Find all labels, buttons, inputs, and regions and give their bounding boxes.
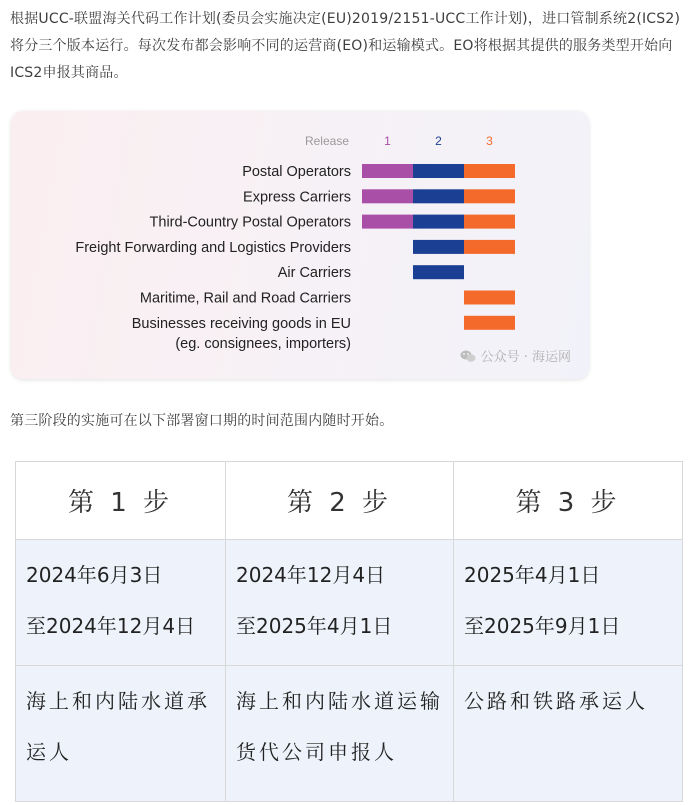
release-number-label: 3 xyxy=(486,134,493,148)
release-bar-segment xyxy=(362,215,413,229)
release-header-label: Release xyxy=(304,134,349,148)
operator-text: 公路和铁路承运人 xyxy=(464,689,648,713)
date-to: 至2025年4月1日 xyxy=(236,614,393,638)
date-to: 至2024年12月4日 xyxy=(26,614,196,638)
date-row xyxy=(16,540,683,666)
table-header-row xyxy=(16,462,683,540)
category-label: Third-Country Postal Operators xyxy=(149,214,351,231)
operator-text: 海上和内陆水道承运人 xyxy=(26,689,210,764)
release-bar-segment xyxy=(464,189,515,203)
watermark-text: 公众号 · 海运网 xyxy=(480,350,571,365)
step-header: 第 1 步 xyxy=(16,462,226,540)
release-bar-segment xyxy=(464,215,515,229)
release-chart-svg xyxy=(11,111,589,379)
release-bar-segment xyxy=(413,240,464,254)
category-label: Postal Operators xyxy=(242,164,351,180)
release-bar-segment xyxy=(464,291,515,305)
operator-row xyxy=(16,666,683,802)
phase-note: 第三阶段的实施可在以下部署窗口期的时间范围内随时开始。 xyxy=(10,413,394,429)
category-label: (eg. consignees, importers) xyxy=(175,335,351,352)
release-bar-segment xyxy=(362,164,413,178)
step-header: 第 3 步 xyxy=(454,462,683,540)
release-bar-segment xyxy=(464,316,515,330)
release-number-label: 2 xyxy=(435,134,442,148)
release-bar-segment xyxy=(413,265,464,279)
operator-cell xyxy=(454,666,683,802)
watermark xyxy=(460,346,571,365)
wechat-icon xyxy=(460,349,476,363)
intro-paragraph: 根据UCC-联盟海关代码工作计划(委员会实施决定(EU)2019/2151-UCC工作计划)，进口管制系统2(ICS2)将分三个版本运行。每次发布都会影响不同的运营商(EO)和运输模式。EO将根据其提供的服务类型开始向ICS2申报其商品。 xyxy=(10,11,681,81)
release-bar-segment xyxy=(464,240,515,254)
category-label: Express Carriers xyxy=(243,189,351,206)
operator-text: 海上和内陆水道运输货代公司申报人 xyxy=(236,689,443,764)
date-cell xyxy=(16,540,226,666)
release-number-label: 1 xyxy=(384,134,391,148)
date-from: 2025年4月1日 xyxy=(464,563,601,587)
release-bar-segment xyxy=(413,215,464,229)
date-to: 至2025年9月1日 xyxy=(464,614,621,638)
category-label: Air Carriers xyxy=(277,265,351,282)
category-label: Maritime, Rail and Road Carriers xyxy=(139,290,351,307)
release-bar-segment xyxy=(362,189,413,203)
operator-cell xyxy=(226,666,454,802)
operator-cell xyxy=(16,666,226,802)
date-from: 2024年12月4日 xyxy=(236,563,386,587)
release-bar-segment xyxy=(413,164,464,178)
date-cell xyxy=(226,540,454,666)
date-cell xyxy=(454,540,683,666)
release-bar-segment xyxy=(413,189,464,203)
release-chart xyxy=(11,111,589,379)
release-bar-segment xyxy=(464,164,515,178)
date-from: 2024年6月3日 xyxy=(26,563,163,587)
step-header: 第 2 步 xyxy=(226,462,454,540)
category-label: Businesses receiving goods in EU xyxy=(131,315,351,332)
steps-table xyxy=(15,461,683,802)
category-label: Freight Forwarding and Logistics Providers xyxy=(75,239,351,256)
